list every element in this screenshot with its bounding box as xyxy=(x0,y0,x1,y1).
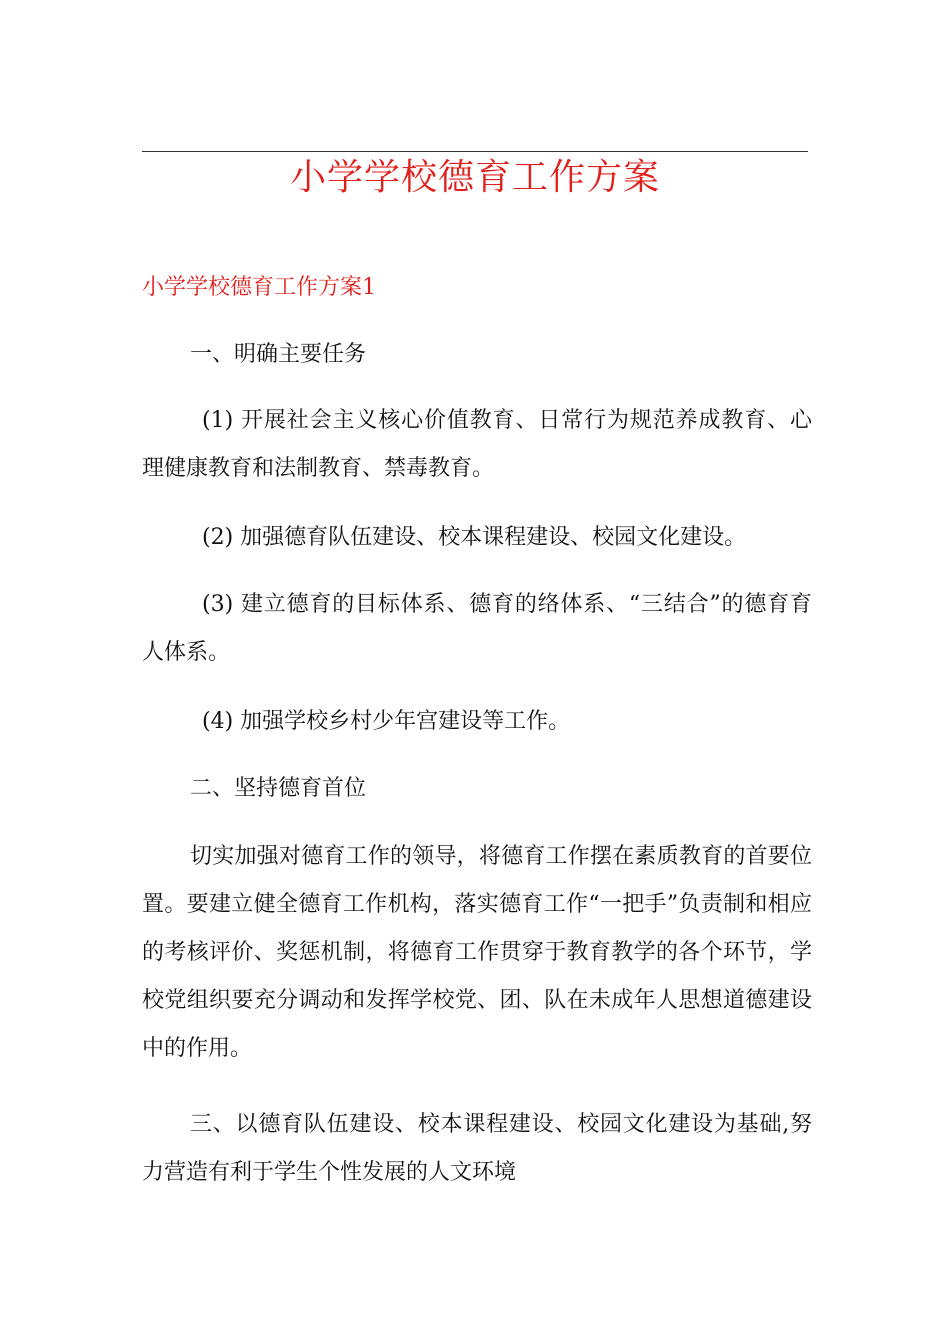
section-title: 小学学校德育工作方案1 xyxy=(142,275,376,300)
heading-main-tasks: 一、明确主要任务 xyxy=(190,342,367,367)
heading-moral-priority: 二、坚持德育首位 xyxy=(190,776,367,801)
task-item-2: (2) 加强德育队伍建设、校本课程建设、校园文化建设。 xyxy=(202,525,747,550)
document-title: 小学学校德育工作方案 xyxy=(289,157,660,198)
task-item-3: (3) 建立德育的目标体系、德育的络体系、“三结合”的德育育人体系。 xyxy=(142,592,812,665)
task-item-4: (4) 加强学校乡村少年宫建设等工作。 xyxy=(202,709,571,734)
task-item-1: (1) 开展社会主义核心价值教育、日常行为规范养成教育、心理健康教育和法制教育、禁毒教育。 xyxy=(142,408,812,481)
heading-foundation: 三、以德育队伍建设、校本课程建设、校园文化建设为基础,努力营造有利于学生个性发展的人文环境 xyxy=(142,1112,812,1185)
body-paragraph-leadership: 切实加强对德育工作的领导，将德育工作摆在素质教育的首要位置。要建立健全德育工作机构，落实德育工作“一把手”负责制和相应的考核评价、奖惩机制，将德育工作贯穿于教育教学的各个环节，学校党组织要充分调动和发挥学校党、团、队在未成年人思想道德建设中的作用。 xyxy=(142,844,812,1061)
